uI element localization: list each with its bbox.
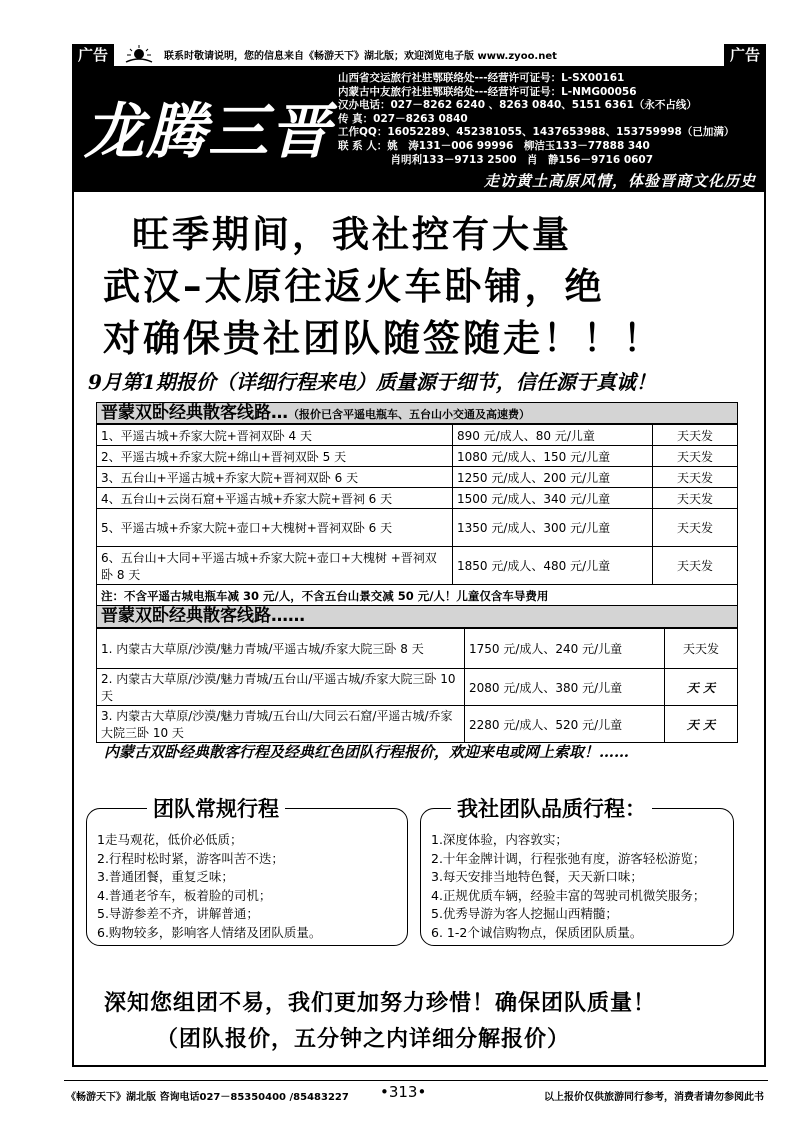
list-item: 6. 1-2个诚信购物点，保质团队质量。 bbox=[431, 924, 643, 940]
table-row bbox=[97, 509, 738, 547]
departure-cell: 天天发 bbox=[653, 509, 738, 547]
header-banner bbox=[72, 66, 766, 192]
price-cell: 1500 元/成人、340 元/儿童 bbox=[453, 488, 653, 509]
contact-line: 工作QQ：16052289、452381055、1437653988、153759998（已加满） bbox=[338, 126, 735, 139]
departure-cell: 天 天 bbox=[665, 669, 738, 706]
route-cell: 1、平遥古城+乔家大院+晋祠双卧 4 天 bbox=[97, 425, 453, 446]
standard-itinerary-box bbox=[86, 796, 408, 946]
contact-line: 传 真：027－8263 0840 bbox=[338, 112, 468, 125]
list-item: 4.普通老爷车，板着脸的司机； bbox=[97, 887, 272, 903]
departure-cell: 天天发 bbox=[653, 425, 738, 446]
price-cell: 1350 元/成人、300 元/儿童 bbox=[453, 509, 653, 547]
table-row bbox=[97, 488, 738, 509]
headline-line-3: 对确保贵社团队随签随走！！！ bbox=[103, 317, 663, 360]
list-item: 6.购物较多，影响客人情绪及团队质量。 bbox=[97, 924, 322, 940]
top-strip bbox=[72, 44, 766, 66]
list-item: 1走马观花，低价必低质； bbox=[97, 832, 243, 847]
price-cell: 2080 元/成人、380 元/儿童 bbox=[465, 669, 665, 706]
route-cell: 1. 内蒙古大草原/沙漠/魅力青城/平遥古城/乔家大院三卧 8 天 bbox=[97, 629, 465, 669]
route-cell: 2、平遥古城+乔家大院+绵山+晋祠双卧 5 天 bbox=[97, 446, 453, 467]
contact-line: 内蒙古中友旅行社驻鄂联络处---经营许可证号：L-NMG00056 bbox=[338, 85, 637, 98]
departure-cell: 天天发 bbox=[665, 629, 738, 669]
closing-note: 内蒙古双卧经典散客行程及经典红色团队行程报价，欢迎来电或网上索取！…… bbox=[104, 743, 630, 761]
price-subheading: 9月第1期报价（详细行程来电）质量源于细节，信任源于真诚！ bbox=[88, 370, 656, 394]
departure-cell: 天 天 bbox=[665, 706, 738, 743]
table-row bbox=[97, 425, 738, 446]
route-cell: 2. 内蒙古大草原/沙漠/魅力青城/五台山/平遥古城/乔家大院三卧 10 天 bbox=[97, 669, 465, 706]
footer-disclaimer: 以上报价仅供旅游同行参考，消费者请勿参阅此书 bbox=[544, 1092, 764, 1103]
route-cell: 4、五台山+云岗石窟+平遥古城+乔家大院+晋祠 6 天 bbox=[97, 488, 453, 509]
section-2-title: 晋蒙双卧经典散客线路…… bbox=[101, 606, 305, 626]
table-row bbox=[97, 669, 738, 706]
departure-cell: 天天发 bbox=[653, 547, 738, 585]
list-item: 4.正规优质车辆，经验丰富的驾驶司机微笑服务； bbox=[431, 887, 706, 903]
table-row bbox=[97, 547, 738, 585]
footer-divider bbox=[64, 1080, 768, 1081]
contact-line: 山西省交运旅行社驻鄂联络处---经营许可证号：L-SX00161 bbox=[338, 72, 625, 84]
departure-cell: 天天发 bbox=[653, 488, 738, 509]
contact-line: 联 系 人：姚 涛131－006 99996 柳洁玉133－77888 340 bbox=[338, 139, 650, 152]
list-item: 2.行程时松时紧，游客叫苦不迭； bbox=[97, 850, 284, 866]
footer-contact: 《畅游天下》湖北版 咨询电话027－85350400 /85483227 bbox=[66, 1092, 349, 1103]
price-cell: 890 元/成人、80 元/儿童 bbox=[453, 425, 653, 446]
agency-contact-info bbox=[338, 72, 734, 167]
page-number: •313• bbox=[380, 1083, 427, 1101]
route-cell: 3. 内蒙古大草原/沙漠/魅力青城/五台山/大同云石窟/平遥古城/乔家大院三卧 10 天 bbox=[97, 706, 465, 743]
section-1-price-table bbox=[96, 424, 738, 585]
departure-cell: 天天发 bbox=[653, 467, 738, 488]
list-item: 3.普通团餐，重复乏味； bbox=[97, 869, 234, 884]
price-cell: 1250 元/成人、200 元/儿童 bbox=[453, 467, 653, 488]
contact-line: 肖明利133－9713 2500 肖 静156－9716 0607 bbox=[338, 153, 654, 166]
standard-itinerary-title: 团队常规行程 bbox=[147, 793, 285, 823]
table-row bbox=[97, 446, 738, 467]
section-2-header bbox=[96, 606, 738, 628]
headline-line-2: 武汉–太原往返火车卧铺，绝 bbox=[103, 265, 605, 308]
quality-itinerary-box bbox=[420, 796, 734, 946]
quote-slogan: （团队报价，五分钟之内详细分解报价） bbox=[156, 1027, 571, 1052]
section-2-price-table bbox=[96, 628, 738, 743]
price-cell: 2280 元/成人、520 元/儿童 bbox=[465, 706, 665, 743]
list-item: 2.十年金牌计调，行程张弛有度，游客轻松游览； bbox=[431, 850, 706, 866]
list-item: 5.优秀导游为客人挖掘山西精髓； bbox=[431, 906, 618, 921]
list-item: 5.导游参差不齐，讲解普通； bbox=[97, 906, 259, 921]
table-row bbox=[97, 629, 738, 669]
route-cell: 5、平遥古城+乔家大院+壶口+大槐树+晋祠双卧 6 天 bbox=[97, 509, 453, 547]
price-cell: 1080 元/成人、150 元/儿童 bbox=[453, 446, 653, 467]
price-cell: 1850 元/成人、480 元/儿童 bbox=[453, 547, 653, 585]
section-1-header bbox=[96, 402, 738, 424]
route-cell: 6、五台山+大同+平遥古城+乔家大院+壶口+大槐树 +晋祠双卧 8 天 bbox=[97, 547, 453, 585]
standard-itinerary-list bbox=[97, 831, 321, 942]
agency-title: 龙腾三晋 bbox=[84, 97, 332, 167]
contact-line: 汉办电话：027－8262 6240 、8263 0840、5151 6361（永不占线） bbox=[338, 99, 697, 112]
ad-tag-left: 广告 bbox=[72, 44, 114, 66]
headline-line-1: 旺季期间，我社控有大量 bbox=[132, 213, 572, 256]
section-1-title: 晋蒙双卧经典散客线路… bbox=[101, 403, 288, 423]
brand-logo-icon bbox=[124, 45, 154, 65]
table-row bbox=[97, 706, 738, 743]
price-cell: 1750 元/成人、240 元/儿童 bbox=[465, 629, 665, 669]
list-item: 1.深度体验，内容敦实； bbox=[431, 832, 568, 847]
section-1-note: （报价已含平遥电瓶车、五台山小交通及高速费） bbox=[288, 408, 530, 421]
section-1-footnote: 注：不含平遥古城电瓶车减 30 元/人，不含五台山景交减 50 元/人！儿童仅含车导费用 bbox=[96, 584, 738, 606]
quality-itinerary-list bbox=[431, 831, 705, 942]
banner-slogan: 走访黄土高原风情，体验晋商文化历史 bbox=[483, 172, 756, 190]
list-item: 3.每天安排当地特色餐，天天新口味； bbox=[431, 869, 643, 884]
departure-cell: 天天发 bbox=[653, 446, 738, 467]
quality-slogan: 深知您组团不易，我们更加努力珍惜！确保团队质量！ bbox=[104, 991, 657, 1016]
strip-contact-text: 联系时敬请说明，您的信息来自《畅游天下》湖北版；欢迎浏览电子版 www.zyoo.net bbox=[164, 51, 557, 62]
ad-tag-right: 广告 bbox=[724, 44, 766, 66]
quality-itinerary-title: 我社团队品质行程： bbox=[451, 793, 652, 823]
table-row bbox=[97, 467, 738, 488]
route-cell: 3、五台山+平遥古城+乔家大院+晋祠双卧 6 天 bbox=[97, 467, 453, 488]
